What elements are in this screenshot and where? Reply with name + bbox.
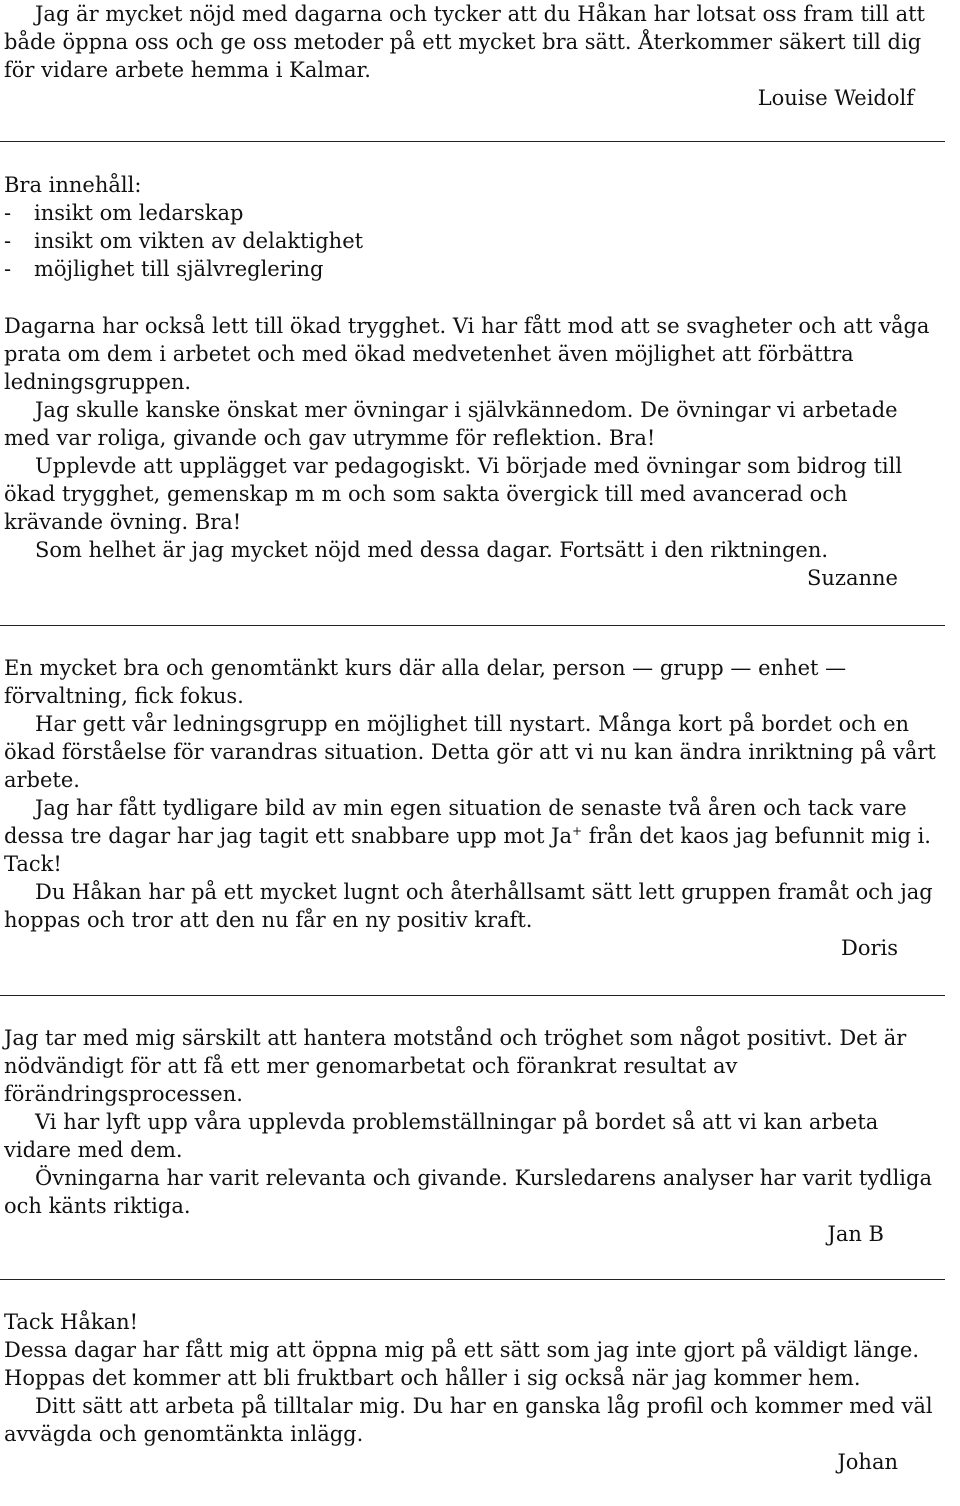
feedback-paragraph: Jag har fått tydligare bild av min egen situation de senaste två åren och tack vare dessa tre dagar har jag tagit ett snabbare upp mot Ja+ från det kaos jag befunnit mig i. Tack! [4, 796, 931, 876]
feedback-paragraph: Dessa dagar har fått mig att öppna mig på ett sätt som jag inte gjort på väldigt länge. Hoppas det kommer att bli fruktbart och håller i sig också när jag kommer hem. [4, 1338, 919, 1390]
divider [0, 995, 945, 996]
list-item: - insikt om ledarskap [4, 199, 950, 227]
content-list [4, 199, 950, 283]
feedback-paragraph: Vi har lyft upp våra upplevda problemställningar på bordet så att vi kan arbeta vidare med dem. [4, 1110, 879, 1162]
feedback-paragraph: Upplevde att upplägget var pedagogiskt. Vi började med övningar som bidrog till ökad trygghet, gemenskap m m och som sakta övergick till med avancerad och krävande övning. Bra! [4, 454, 903, 534]
feedback-suzanne [4, 171, 950, 592]
divider [0, 141, 945, 142]
feedback-paragraph: Övningarna har varit relevanta och givande. Kursledarens analyser har varit tydliga och känts riktiga. [4, 1166, 932, 1218]
list-item: - möjlighet till självreglering [4, 255, 950, 283]
feedback-paragraph: Har gett vår ledningsgrupp en möjlighet till nystart. Många kort på bordet och en ökad förståelse för varandras situation. Detta gör att vi nu kan ändra inriktning på vårt arbete. [4, 712, 936, 792]
signature: Suzanne [807, 566, 898, 590]
feedback-louise [4, 0, 950, 112]
feedback-paragraph: Jag skulle kanske önskat mer övningar i självkännedom. De övningar vi arbetade med var roliga, givande och gav utrymme för reflektion. Bra! [4, 398, 898, 450]
signature: Doris [840, 936, 898, 960]
feedback-paragraph: Du Håkan har på ett mycket lugnt och återhållsamt sätt lett gruppen framåt och jag hoppas och tror att den nu får en ny positiv kraft. [4, 880, 933, 932]
feedback-paragraph: Jag tar med mig särskilt att hantera motstånd och tröghet som något positivt. Det är nödvändigt för att få ett mer genomarbetat och förankrat resultat av förändringsprocessen. [4, 1026, 907, 1106]
feedback-paragraph: Som helhet är jag mycket nöjd med dessa dagar. Fortsätt i den riktningen. [35, 538, 829, 562]
feedback-johan [4, 1308, 950, 1476]
signature: Johan [837, 1450, 898, 1474]
list-heading: Bra innehåll: [4, 173, 142, 197]
divider [0, 625, 945, 626]
feedback-greeting: Tack Håkan! [4, 1310, 139, 1334]
feedback-doris [4, 654, 950, 962]
divider [0, 1279, 945, 1280]
list-item: - insikt om vikten av delaktighet [4, 227, 950, 255]
signature: Jan B [827, 1222, 884, 1246]
feedback-paragraph: Dagarna har också lett till ökad trygghet. Vi har fått mod att se svagheter och att våga prata om dem i arbetet och med ökad medvetenhet även möjlighet att förbättra ledningsgruppen. [4, 314, 930, 394]
feedback-paragraph: Ditt sätt att arbeta på tilltalar mig. Du har en ganska låg profil och kommer med väl avvägda och genomtänkta inlägg. [4, 1394, 933, 1446]
feedback-paragraph: En mycket bra och genomtänkt kurs där alla delar, person — grupp — enhet — förvaltning, fick fokus. [4, 656, 847, 708]
feedback-paragraph: Jag är mycket nöjd med dagarna och tycker att du Håkan har lotsat oss fram till att både öppna oss och ge oss metoder på ett mycket bra sätt. Återkommer säkert till dig för vidare arbete hemma i Kalmar. [4, 2, 925, 82]
signature: Louise Weidolf [757, 86, 914, 110]
feedback-jan [4, 1024, 950, 1248]
